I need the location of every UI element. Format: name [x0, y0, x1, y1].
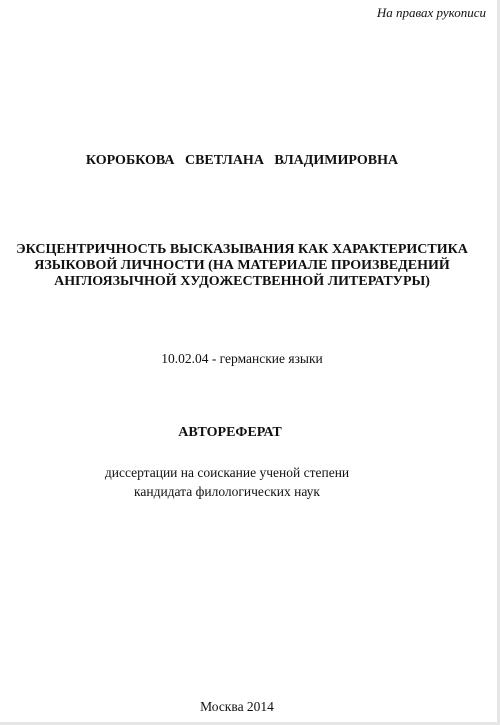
document-type: АВТОРЕФЕРАТ [178, 425, 282, 440]
copyright-note: На правах рукописи [376, 5, 486, 20]
specialty-code: 10.02.04 - германские языки [161, 351, 323, 366]
purpose-line: диссертации на соискание ученой степени [104, 465, 350, 480]
author-name: КОРОБКОВА СВЕТЛАНА ВЛАДИМИРОВНА [85, 153, 399, 168]
dissertation-title [0, 242, 484, 290]
place-and-year: Москва 2014 [200, 699, 274, 714]
title-line: ЭКСЦЕНТРИЧНОСТЬ ВЫСКАЗЫВАНИЯ КАК ХАРАКТЕРИСТИКА [16, 242, 468, 257]
title-line: АНГЛОЯЗЫЧНОЙ ХУДОЖЕСТВЕННОЙ ЛИТЕРАТУРЫ) [54, 274, 430, 289]
purpose-line: кандидата филологических наук [134, 484, 320, 499]
document-purpose [0, 463, 454, 501]
title-line: ЯЗЫКОВОЙ ЛИЧНОСТИ (НА МАТЕРИАЛЕ ПРОИЗВЕДЕНИЙ [34, 258, 450, 273]
